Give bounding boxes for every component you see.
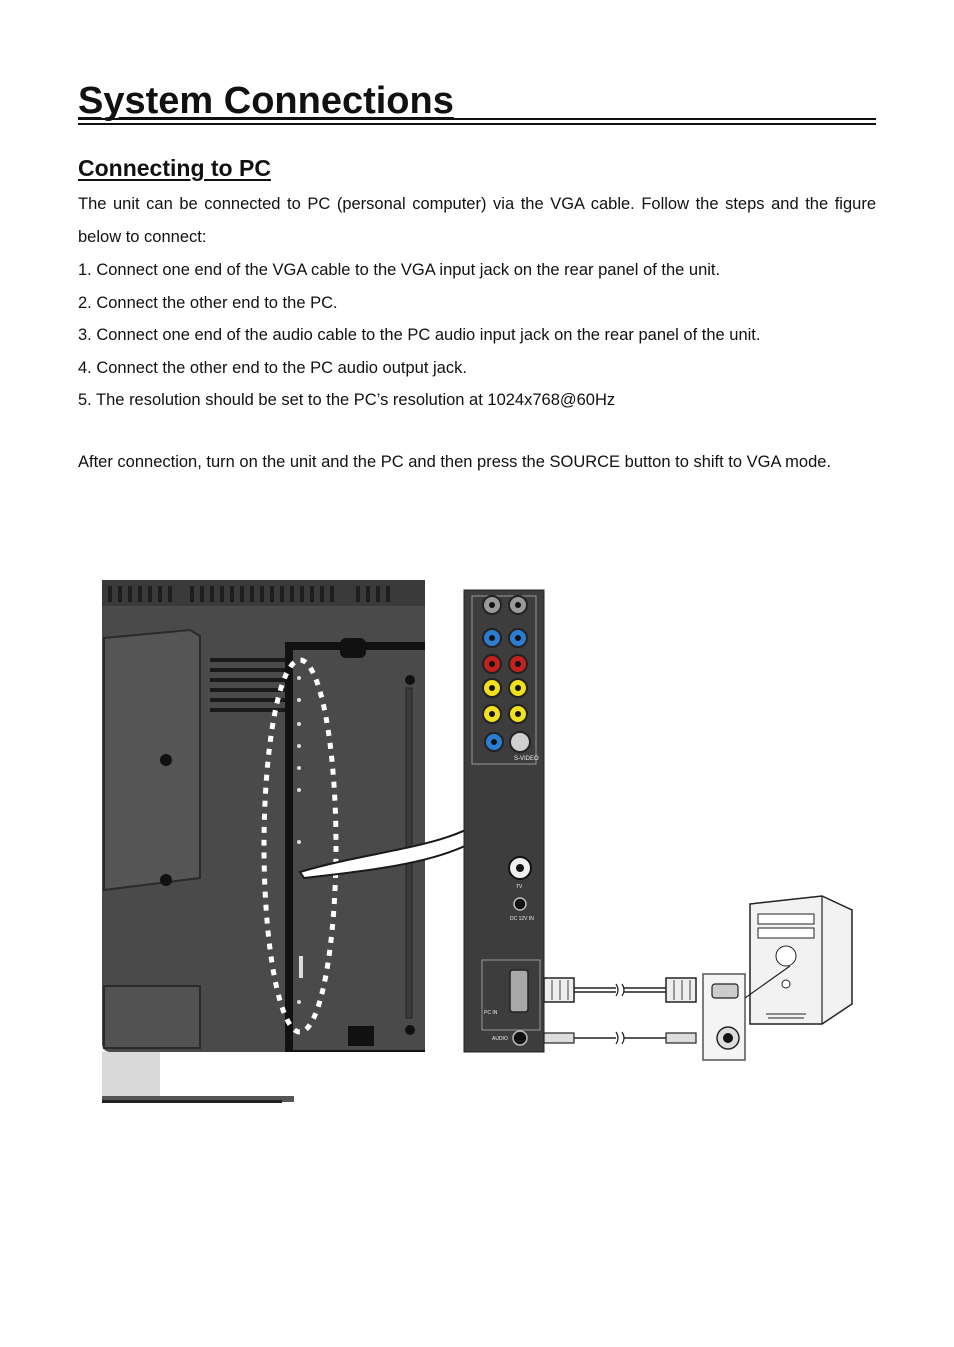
- rear-connector-panel: [464, 590, 544, 1052]
- intro-paragraph: The unit can be connected to PC (personal computer) via the VGA cable. Follow the steps and the figure below to connect:: [78, 195, 876, 246]
- pc-tower-illustration: [745, 896, 852, 1024]
- step-item: 5. The resolution should be set to the PC’s resolution at 1024x768@60Hz: [78, 391, 616, 409]
- pc-jack-inset: [703, 974, 745, 1060]
- audio-label: AUDIO: [492, 1036, 508, 1042]
- tv-rear-illustration: [102, 580, 425, 1103]
- svideo-label: S-VIDEO: [514, 756, 539, 762]
- step-item: 3. Connect one end of the audio cable to the PC audio input jack on the rear panel of the unit.: [78, 326, 761, 344]
- page-header: [78, 78, 876, 124]
- after-connection-paragraph: After connection, turn on the unit and the PC and then press the SOURCE button to shift to VGA mode.: [78, 453, 832, 471]
- section-title: Connecting to PC: [78, 155, 271, 181]
- connection-diagram: [100, 578, 855, 1108]
- steps-list: [78, 254, 876, 417]
- title-double-rule: [78, 118, 876, 125]
- tv-label: TV: [516, 884, 523, 890]
- audio-cable: [544, 1032, 696, 1044]
- page-title: System Connections: [78, 80, 454, 122]
- dc-label: DC 12V IN: [510, 916, 534, 922]
- step-item: 4. Connect the other end to the PC audio output jack.: [78, 358, 467, 377]
- pc-in-label: PC IN: [484, 1010, 498, 1016]
- step-item: 1. Connect one end of the VGA cable to the VGA input jack on the rear panel of the unit.: [78, 261, 721, 279]
- vga-cable: [544, 978, 696, 1002]
- step-item: 2. Connect the other end to the PC.: [78, 293, 338, 312]
